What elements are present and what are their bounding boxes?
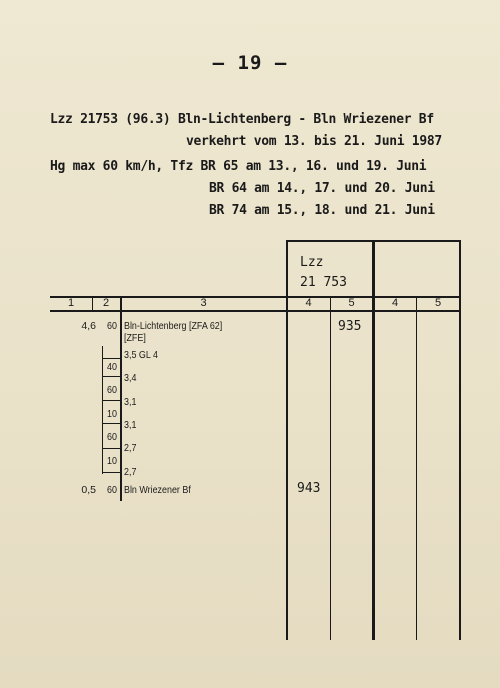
section-speed: 10 bbox=[107, 455, 117, 467]
section-point: 2,7 bbox=[124, 442, 137, 454]
start-station: Bln-Lichtenberg [ZFA 62] bbox=[124, 320, 223, 332]
col-rule-3 bbox=[120, 296, 122, 501]
speed-col-rule bbox=[102, 346, 103, 474]
end-station: Bln Wriezener Bf bbox=[124, 484, 191, 496]
section-point: 3,4 bbox=[124, 372, 137, 384]
section-speed: 40 bbox=[107, 361, 117, 373]
col-number: 3 bbox=[200, 297, 207, 309]
col-number: 4 bbox=[305, 297, 312, 309]
end-speed: 60 bbox=[107, 484, 117, 496]
section-point: 2,7 bbox=[124, 466, 137, 478]
speed-tick bbox=[102, 376, 120, 377]
col-number: 1 bbox=[67, 297, 75, 309]
section-point: 3,1 bbox=[124, 396, 137, 408]
header-line-5: BR 74 am 15., 18. und 21. Juni bbox=[209, 203, 435, 218]
start-station-note: [ZFE] bbox=[124, 332, 146, 344]
section-speed: 60 bbox=[107, 384, 117, 396]
end-time: 943 bbox=[297, 481, 321, 496]
col-rule-8 bbox=[459, 240, 461, 640]
speed-tick bbox=[102, 400, 120, 401]
header-line-3: Hg max 60 km/h, Tfz BR 65 am 13., 16. und 19. Juni bbox=[50, 159, 427, 174]
header-bottom-rule bbox=[50, 310, 460, 312]
header-line-1: Lzz 21753 (96.3) Bln-Lichtenberg - Bln Wriezener Bf bbox=[50, 112, 434, 127]
col-rule-7 bbox=[416, 296, 417, 640]
speed-tick bbox=[102, 423, 120, 424]
header-line-2: verkehrt vom 13. bis 21. Juni 1987 bbox=[186, 134, 442, 149]
start-speed: 60 bbox=[107, 320, 117, 332]
col-number: 2 bbox=[102, 297, 110, 309]
section-point: 3,1 bbox=[124, 419, 137, 431]
speed-tick bbox=[102, 358, 120, 359]
speed-tick bbox=[102, 472, 120, 473]
start-km: 4,6 bbox=[81, 320, 96, 332]
section-point: 3,5 GL 4 bbox=[124, 349, 158, 361]
col-number: 5 bbox=[348, 297, 355, 309]
col-number: 4 bbox=[391, 297, 399, 309]
header-line-4: BR 64 am 14., 17. und 20. Juni bbox=[209, 181, 435, 196]
start-time: 935 bbox=[338, 319, 362, 334]
train-label: Lzz bbox=[300, 255, 324, 270]
train-number: 21 753 bbox=[300, 275, 347, 290]
section-speed: 10 bbox=[107, 408, 117, 420]
speed-tick bbox=[102, 448, 120, 449]
section-speed: 60 bbox=[107, 431, 117, 443]
end-km: 0,5 bbox=[81, 484, 96, 496]
col-rule-5 bbox=[330, 296, 331, 640]
col-number: 5 bbox=[434, 297, 442, 309]
page-number: — 19 — bbox=[212, 52, 288, 74]
